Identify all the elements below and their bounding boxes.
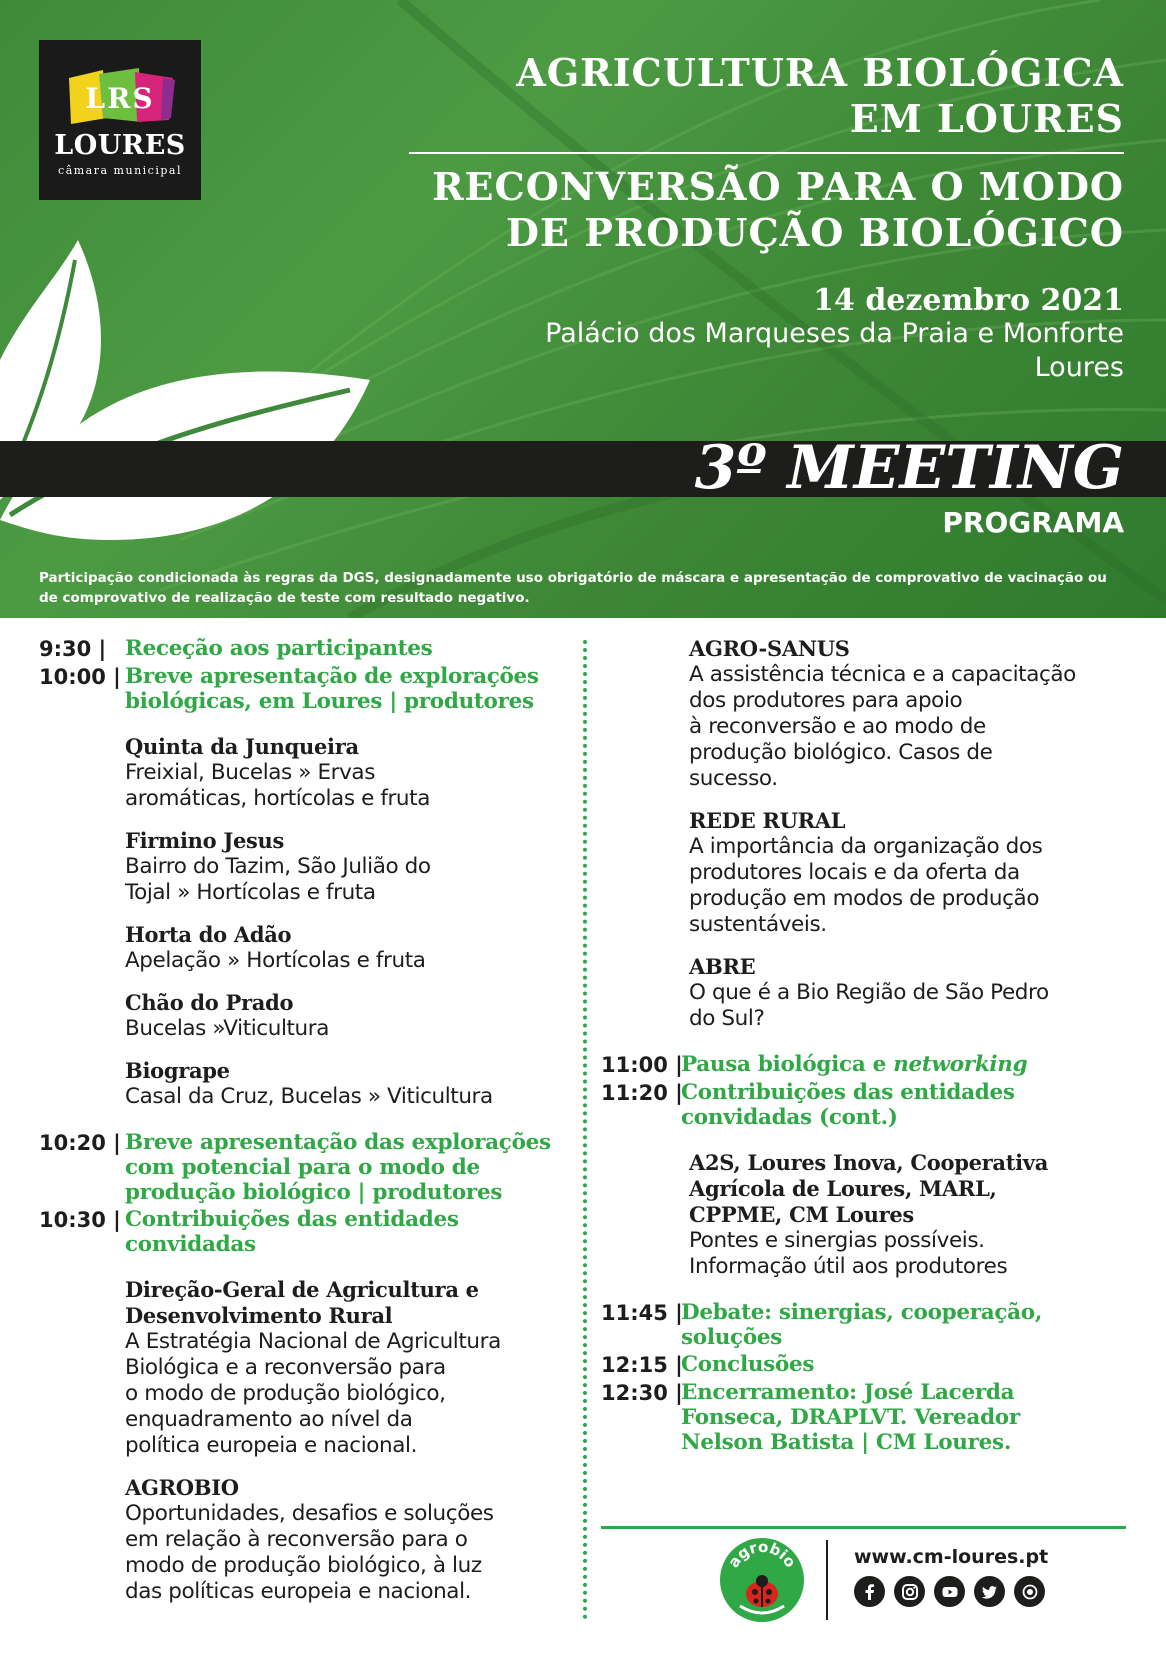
entry-description: produção biológico. Casos de [689, 740, 993, 765]
logo-name: LOURES [54, 130, 186, 161]
speaker-entry [689, 636, 1131, 792]
event-venue [324, 317, 1124, 385]
slot-time: 9:30 | [39, 637, 107, 661]
slot-time: 11:45 | [601, 1301, 683, 1325]
speaker-entry [125, 734, 569, 812]
entry-description: do Sul? [689, 1006, 765, 1031]
speaker-entry [689, 808, 1131, 938]
schedule-slot [601, 1300, 1131, 1350]
entry-description: A assistência técnica e a capacitação [689, 662, 1076, 687]
event-title [364, 50, 1124, 256]
slot-title-line: Encerramento: José Lacerda [681, 1380, 1015, 1405]
slot-title [681, 1352, 814, 1377]
slot-title-line: biológicas, em Loures | produtores [125, 689, 534, 714]
schedule-slot [601, 1352, 1131, 1378]
column-divider [583, 640, 587, 1620]
entry-name: Biogrape [125, 1058, 230, 1083]
entry-description: produtores locais e da oferta da [689, 860, 1020, 885]
entry-description: Informação útil aos produtores [689, 1254, 1008, 1279]
slot-title [125, 664, 539, 714]
slot-title-line: soluções [681, 1325, 783, 1350]
entry-description: Bairro do Tazim, São Julião do [125, 854, 431, 879]
schedule-slot [39, 1207, 569, 1257]
logo-subtitle: câmara municipal [58, 164, 182, 177]
footer-separator [826, 1540, 828, 1620]
program-left-column [39, 636, 569, 1621]
title-line: EM LOURES [849, 96, 1124, 141]
slot-title-line: Breve apresentação das explorações [125, 1130, 551, 1155]
youtube-icon[interactable] [934, 1576, 965, 1607]
speaker-entry [125, 922, 569, 974]
entry-name: AGRO-SANUS [689, 636, 850, 661]
agrobio-logo-icon [718, 1536, 806, 1624]
entry-description: Apelação » Hortícolas e fruta [125, 948, 426, 973]
entry-description: à reconversão e ao modo de [689, 714, 986, 739]
slot-title-line: Conclusões [681, 1352, 815, 1377]
title-line: AGRICULTURA BIOLÓGICA [516, 50, 1124, 95]
slot-time: 11:20 | [601, 1081, 683, 1105]
entry-description: Biológica e a reconversão para [125, 1355, 446, 1380]
website-link[interactable]: www.cm-loures.pt [854, 1546, 1049, 1568]
slot-time: 12:30 | [601, 1381, 683, 1405]
venue-line: Loures [1034, 352, 1124, 383]
slot-title [681, 1080, 1015, 1130]
schedule-slot [601, 1080, 1131, 1130]
slot-title-line: convidadas (cont.) [681, 1105, 898, 1130]
subtitle-line: DE PRODUÇÃO BIOLÓGICO [506, 210, 1124, 255]
slot-title-line: Debate: sinergias, cooperação, [681, 1300, 1043, 1325]
entry-description: aromáticas, hortícolas e fruta [125, 786, 430, 811]
entry-name: Chão do Prado [125, 990, 294, 1015]
slot-title [681, 1380, 1020, 1455]
entry-description: Pontes e sinergias possíveis. [689, 1228, 985, 1253]
entry-name: Agrícola de Loures, MARL, [689, 1176, 997, 1201]
speaker-entry [125, 1058, 569, 1110]
speaker-entry [689, 1150, 1131, 1280]
footer-rule [601, 1526, 1126, 1529]
entry-description: sucesso. [689, 766, 778, 791]
entry-name: AGROBIO [125, 1475, 239, 1500]
entry-description: em relação à reconversão para o [125, 1527, 468, 1552]
schedule-slot [601, 1380, 1131, 1455]
schedule-slot [39, 664, 569, 714]
speaker-entry [125, 1475, 569, 1605]
schedule-slot [601, 1052, 1131, 1078]
speaker-entry [125, 1277, 569, 1459]
entry-description: A importância da organização dos [689, 834, 1043, 859]
entry-name: Quinta da Junqueira [125, 734, 359, 759]
entry-name: A2S, Loures Inova, Cooperativa [689, 1150, 1049, 1175]
entry-name: CPPME, CM Loures [689, 1202, 914, 1227]
slot-time: 10:30 | [39, 1208, 121, 1232]
slot-time: 12:15 | [601, 1353, 683, 1377]
programa-heading: PROGRAMA [942, 506, 1124, 539]
entry-name: REDE RURAL [689, 808, 846, 833]
slot-title-line: Nelson Batista | CM Loures. [681, 1430, 1012, 1455]
slot-title-line: Fonseca, DRAPLVT. Vereador [681, 1405, 1020, 1430]
entry-description: O que é a Bio Região de São Pedro [689, 980, 1049, 1005]
slot-title [681, 1300, 1042, 1350]
twitter-icon[interactable] [974, 1576, 1005, 1607]
header-banner [0, 0, 1166, 618]
schedule-slot [39, 1130, 569, 1205]
slot-title-line: Pausa biológica e networking [681, 1052, 1028, 1077]
entry-description: Bucelas »Viticultura [125, 1016, 329, 1041]
entry-description: modo de produção biológico, à luz [125, 1553, 482, 1578]
entry-description: o modo de produção biológico, [125, 1381, 446, 1406]
entry-description: Freixial, Bucelas » Ervas [125, 760, 376, 785]
subtitle-line: RECONVERSÃO PARA O MODO [431, 164, 1124, 209]
meeting-heading: 3º MEETING [694, 433, 1124, 503]
slot-title [125, 1130, 551, 1205]
entry-description: enquadramento ao nível da [125, 1407, 413, 1432]
entry-description: Oportunidades, desafios e soluções [125, 1501, 494, 1526]
logo-letters: LRS [85, 82, 155, 115]
entry-name: Desenvolvimento Rural [125, 1303, 393, 1328]
entry-name: Firmino Jesus [125, 828, 285, 853]
flickr-icon[interactable] [1014, 1576, 1045, 1607]
agrobio-text: agrobio [724, 1537, 800, 1571]
slot-title-line: produção biológico | produtores [125, 1180, 503, 1205]
slot-title-line: convidadas [125, 1232, 256, 1257]
slot-title [125, 636, 432, 661]
slot-title-line: Contribuições das entidades [681, 1080, 1015, 1105]
entry-description: dos produtores para apoio [689, 688, 963, 713]
slot-time: 10:00 | [39, 665, 121, 689]
entry-name: ABRE [689, 954, 756, 979]
entry-description: produção em modos de produção [689, 886, 1040, 911]
leaf-graphic [0, 240, 380, 570]
entry-description: Casal da Cruz, Bucelas » Viticultura [125, 1084, 493, 1109]
slot-time: 11:00 | [601, 1053, 683, 1077]
entry-name: Direção-Geral de Agricultura e [125, 1277, 479, 1302]
entry-description: das políticas europeia e nacional. [125, 1579, 472, 1604]
schedule-slot [39, 636, 569, 662]
entry-description: política europeia e nacional. [125, 1433, 418, 1458]
facebook-icon[interactable] [854, 1576, 885, 1607]
slot-title-line: Breve apresentação de explorações [125, 664, 539, 689]
entry-description: Tojal » Hortícolas e fruta [125, 880, 376, 905]
speaker-entry [689, 954, 1131, 1032]
social-icons [854, 1576, 1045, 1607]
entry-name: Horta do Adão [125, 922, 292, 947]
entry-description: A Estratégia Nacional de Agricultura [125, 1329, 501, 1354]
health-notice: Participação condicionada às regras da DGS, designadamente uso obrigatório de máscara e apresentação de comprovativo de vacinação ou de comprovativo de realização de teste com resultado negativo. [39, 570, 1107, 606]
title-divider [409, 152, 1124, 154]
slot-title-line: Receção aos participantes [125, 636, 433, 661]
slot-title-line: com potencial para o modo de [125, 1155, 480, 1180]
slot-time: 10:20 | [39, 1131, 121, 1155]
slot-title [681, 1052, 1027, 1077]
speaker-entry [125, 828, 569, 906]
entry-description: sustentáveis. [689, 912, 827, 937]
slot-title [125, 1207, 459, 1257]
venue-line: Palácio dos Marqueses da Praia e Monforte [545, 318, 1124, 349]
program-right-column [601, 636, 1131, 1457]
loures-logo [39, 40, 201, 200]
slot-title-line: Contribuições das entidades [125, 1207, 459, 1232]
speaker-entry [125, 990, 569, 1042]
instagram-icon[interactable] [894, 1576, 925, 1607]
event-date: 14 dezembro 2021 [813, 283, 1124, 318]
